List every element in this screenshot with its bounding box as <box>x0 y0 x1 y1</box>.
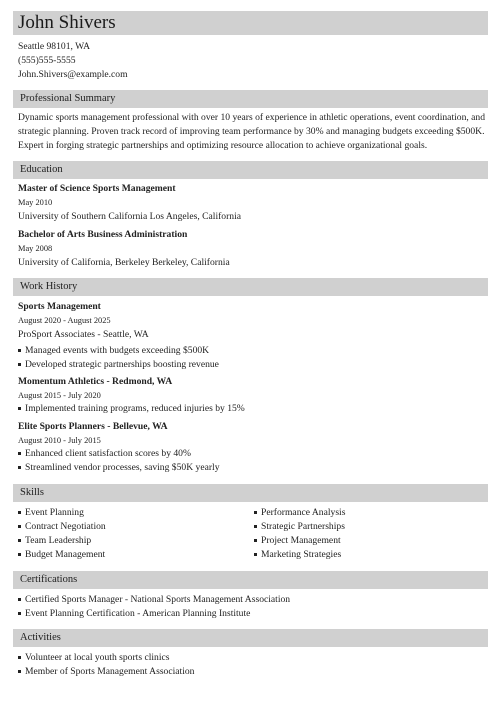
section-header-certifications <box>13 571 488 589</box>
skill-text: Strategic Partnerships <box>261 521 345 532</box>
activity-text: Volunteer at local youth sports clinics <box>25 652 170 663</box>
section-title: Skills <box>20 487 44 498</box>
job-title: Sports Management <box>18 301 101 312</box>
bullet-icon <box>18 598 21 601</box>
bullet-icon <box>18 407 21 410</box>
education-school: University of Southern California Los Angeles, California <box>18 211 242 222</box>
candidate-name: John Shivers <box>18 12 116 33</box>
bullet-icon <box>18 553 21 556</box>
bullet-text: Developed strategic partnerships boosting revenue <box>25 359 219 370</box>
bullet-icon <box>18 539 21 542</box>
education-degree: Bachelor of Arts Business Administration <box>18 229 188 240</box>
bullet-text: Implemented training programs, reduced injuries by 15% <box>25 403 245 414</box>
bullet-icon <box>18 525 21 528</box>
skill-text: Project Management <box>261 535 341 546</box>
skill-text: Event Planning <box>25 507 84 518</box>
section-header-activities <box>13 629 488 647</box>
section-title: Activities <box>20 632 61 643</box>
name-header-bar <box>13 11 488 35</box>
contact-address: Seattle 98101, WA <box>18 41 91 52</box>
section-title: Professional Summary <box>20 93 116 104</box>
job-title: Elite Sports Planners - Bellevue, WA <box>18 421 168 432</box>
bullet-icon <box>254 553 257 556</box>
skill-text: Performance Analysis <box>261 507 346 518</box>
section-header-work <box>13 278 488 296</box>
summary-text: Dynamic sports management professional with over 10 years of experience in athletic operations, event coordination, and strategic planning. Proven track record of improving team performance by 30% and managing budgets exceeding $500K. Expert in forging strategic partnerships and optimizing resource allocation to achieve organizational goals. <box>18 112 486 151</box>
bullet-icon <box>18 466 21 469</box>
bullet-icon <box>18 349 21 352</box>
bullet-icon <box>254 511 257 514</box>
skill-text: Budget Management <box>25 549 106 560</box>
section-header-summary <box>13 90 488 108</box>
bullet-icon <box>18 670 21 673</box>
job-date: August 2010 - July 2015 <box>18 436 101 445</box>
education-date: May 2010 <box>18 198 53 207</box>
skill-text: Contract Negotiation <box>25 521 106 532</box>
section-title: Certifications <box>20 574 78 585</box>
job-company: ProSport Associates - Seattle, WA <box>18 329 149 340</box>
bullet-icon <box>18 612 21 615</box>
contact-phone: (555)555-5555 <box>18 55 76 66</box>
skill-text: Marketing Strategies <box>261 549 342 560</box>
bullet-text: Enhanced client satisfaction scores by 40% <box>25 448 191 459</box>
section-title: Education <box>20 164 63 175</box>
bullet-icon <box>18 656 21 659</box>
section-header-education <box>13 161 488 179</box>
job-date: August 2015 - July 2020 <box>18 391 101 400</box>
education-school: University of California, Berkeley Berkeley, California <box>18 257 230 268</box>
contact-email: John.Shivers@example.com <box>18 69 128 80</box>
education-date: May 2008 <box>18 244 53 253</box>
skill-text: Team Leadership <box>25 535 92 546</box>
section-title: Work History <box>20 281 78 292</box>
bullet-icon <box>18 363 21 366</box>
bullet-icon <box>254 525 257 528</box>
bullet-text: Managed events with budgets exceeding $500K <box>25 345 210 356</box>
section-header-skills <box>13 484 488 502</box>
bullet-icon <box>254 539 257 542</box>
education-degree: Master of Science Sports Management <box>18 183 176 194</box>
bullet-icon <box>18 511 21 514</box>
bullet-icon <box>18 452 21 455</box>
certification-text: Event Planning Certification - American Planning Institute <box>25 608 251 619</box>
job-title: Momentum Athletics - Redmond, WA <box>18 376 173 387</box>
activity-text: Member of Sports Management Association <box>25 666 195 677</box>
bullet-text: Streamlined vendor processes, saving $50K yearly <box>25 462 220 473</box>
certification-text: Certified Sports Manager - National Sports Management Association <box>25 594 291 605</box>
job-date: August 2020 - August 2025 <box>18 316 111 325</box>
